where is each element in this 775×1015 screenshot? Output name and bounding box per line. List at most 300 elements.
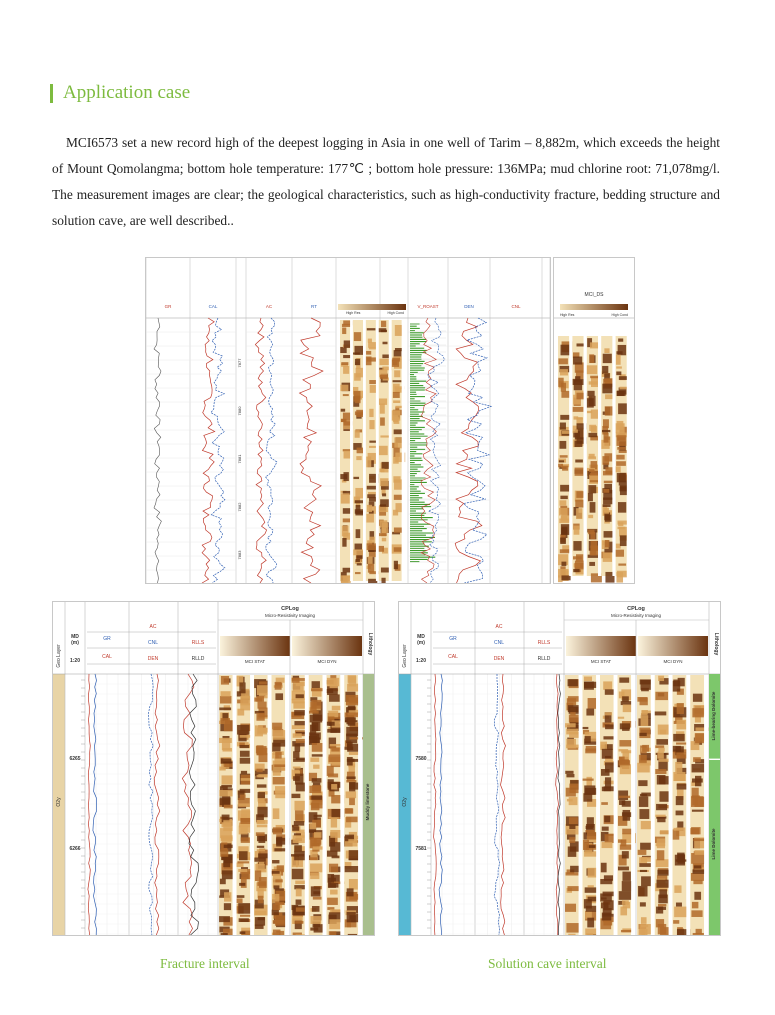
image-feature [573, 407, 584, 412]
image-feature [588, 885, 594, 887]
image-feature [327, 898, 338, 905]
curve-label-den: DEN [147, 656, 159, 662]
image-feature [584, 677, 592, 681]
image-feature [657, 850, 665, 860]
image-feature [369, 380, 377, 384]
image-feature [353, 549, 363, 555]
image-feature [239, 745, 249, 748]
image-gap [340, 675, 344, 935]
image-feature [275, 902, 284, 905]
image-feature [346, 817, 357, 823]
image-feature [379, 398, 387, 404]
image-feature [328, 711, 338, 718]
image-feature [656, 843, 666, 846]
image-gap [363, 320, 366, 581]
rt-curve [255, 318, 266, 583]
den-curve [421, 318, 437, 583]
image-feature [310, 758, 319, 762]
image-feature [561, 562, 566, 566]
image-feature [346, 776, 355, 779]
image-feature [345, 808, 353, 813]
image-feature [273, 827, 282, 834]
top-log-figure [145, 257, 551, 584]
image-feature [692, 810, 704, 812]
lithology-header: Lithology [367, 632, 373, 656]
image-feature [622, 872, 630, 881]
layer-code: O2y [402, 797, 408, 807]
image-feature [219, 738, 232, 743]
image-feature [639, 863, 651, 867]
section-title: Application case [63, 82, 191, 103]
image-feature [586, 777, 591, 786]
lithology-label-1: Lime Dolomite [711, 828, 716, 860]
cnl-curve [494, 674, 500, 935]
image-feature [347, 772, 355, 781]
depth-label-1: 7880 [237, 406, 242, 416]
image-scale-dyn [638, 636, 708, 656]
image-feature [221, 785, 232, 788]
image-feature [221, 759, 232, 764]
image-feature [589, 562, 595, 566]
image-feature [618, 522, 623, 526]
image-feature [673, 920, 679, 924]
image-feature [692, 708, 704, 717]
image-feature [585, 830, 594, 832]
image-feature [584, 899, 592, 908]
image-gap [614, 675, 618, 935]
image-feature [692, 764, 706, 772]
image-feature [642, 745, 649, 752]
top-strip-svg [554, 258, 634, 583]
image-feature [690, 828, 699, 834]
rxo-curve [266, 318, 277, 583]
curve-label-den: DEN [493, 656, 505, 662]
image-feature [600, 742, 607, 750]
image-feature [348, 706, 355, 711]
image-feature [618, 502, 626, 513]
image-feature [293, 733, 302, 737]
image-feature [380, 417, 385, 425]
image-gap [250, 675, 254, 935]
image-feature [559, 460, 564, 462]
image-feature [343, 472, 348, 481]
image-feature [380, 499, 390, 507]
image-feature [273, 730, 286, 740]
spectrum-track [410, 324, 446, 562]
image-feature [224, 845, 234, 848]
md-label-top: MD [417, 634, 425, 640]
image-feature [355, 359, 360, 365]
image-feature [349, 752, 359, 755]
image-feature [560, 549, 571, 553]
lithology-label-0: Muddy limestone [365, 783, 370, 821]
image-feature [605, 712, 612, 715]
image-feature [623, 810, 630, 821]
image-feature [239, 826, 248, 835]
image-gap [268, 675, 272, 935]
image-feature [588, 530, 594, 535]
image-feature [620, 907, 627, 916]
image-gap [598, 336, 601, 576]
caption-solution-cave: Solution cave interval [488, 956, 607, 971]
image-feature [380, 435, 389, 437]
image-feature [274, 885, 280, 889]
image-gap [569, 336, 572, 576]
image-feature [237, 861, 249, 863]
image-feature [618, 403, 628, 414]
image-feature [673, 829, 680, 839]
image-feature [296, 934, 305, 935]
image-feature [219, 790, 233, 796]
image-feature [566, 923, 579, 933]
image-feature [560, 485, 569, 492]
image-feature [291, 794, 300, 798]
image-feature [639, 857, 647, 863]
image-feature [366, 457, 371, 468]
image-feature [605, 515, 612, 522]
image-feature [237, 898, 243, 903]
image-feature [658, 904, 666, 906]
image-feature [311, 688, 323, 691]
image-feature [241, 771, 247, 774]
image-feature [655, 815, 665, 817]
image-feature [311, 795, 322, 799]
image-feature [331, 748, 339, 752]
image-feature [676, 903, 682, 907]
image-gap [323, 675, 327, 935]
image-feature [618, 345, 627, 355]
image-feature [347, 912, 356, 922]
depth-label-2: 7881 [237, 454, 242, 464]
image-feature [327, 678, 339, 687]
image-feature [622, 696, 629, 701]
image-feature [355, 544, 362, 551]
image-feature [655, 745, 664, 748]
image-feature [342, 538, 346, 547]
image-feature [587, 411, 592, 413]
image-feature [604, 481, 614, 483]
image-feature [691, 796, 703, 807]
image-gap [584, 336, 587, 576]
solution-cave-panel [398, 601, 721, 936]
track-label-0: GR [164, 304, 172, 309]
image-feature [603, 681, 612, 689]
image-gap [579, 675, 583, 935]
image-feature [255, 911, 267, 915]
image-feature [639, 809, 649, 819]
image-feature [591, 541, 598, 551]
image-feature [565, 723, 576, 727]
image-feature [655, 769, 666, 774]
image-feature [673, 746, 681, 752]
image-feature [341, 362, 348, 365]
image-gap [233, 675, 237, 935]
cal-curve [88, 674, 90, 935]
image-feature [659, 791, 669, 802]
image-feature [294, 845, 302, 851]
image-feature [656, 880, 670, 888]
image-feature [256, 769, 262, 773]
image-feature [327, 722, 335, 726]
image-gap [686, 675, 690, 935]
image-feature [603, 504, 611, 507]
top-image-scale [338, 304, 406, 310]
image-feature [240, 931, 246, 934]
image-feature [618, 790, 628, 800]
image-feature [313, 765, 319, 769]
image-feature [602, 366, 608, 374]
md-label-bottom: (m) [71, 640, 79, 646]
image-feature [329, 931, 337, 935]
image-feature [568, 846, 577, 856]
image-feature [256, 746, 267, 753]
image-feature [366, 351, 371, 355]
image-feature [603, 354, 612, 363]
image-feature [221, 718, 230, 724]
image-feature [394, 561, 398, 569]
image-feature [294, 851, 305, 860]
image-feature [354, 332, 361, 341]
image-feature [343, 518, 350, 522]
fracture-panel [52, 601, 375, 936]
image-feature [310, 916, 321, 924]
image-feature [638, 886, 648, 897]
image-feature [240, 751, 250, 757]
image-feature [331, 818, 337, 827]
image-feature [641, 710, 647, 714]
image-feature [238, 869, 247, 872]
image-feature [588, 515, 593, 518]
image-feature [394, 370, 400, 377]
image-feature [312, 754, 325, 756]
image-feature [223, 857, 230, 868]
image-feature [569, 837, 575, 843]
image-feature [561, 383, 566, 392]
image-feature [274, 848, 286, 851]
scale-label: 1:20 [415, 658, 427, 664]
image-feature [341, 409, 345, 412]
image-feature [658, 748, 664, 752]
image-gap [669, 675, 673, 935]
scale-label: 1:20 [69, 658, 81, 664]
image-feature [656, 804, 667, 810]
image-feature [602, 913, 612, 921]
image-feature [340, 385, 348, 391]
md-label-bottom: (m) [417, 640, 425, 646]
image-feature [622, 829, 632, 835]
image-feature [565, 904, 576, 912]
image-feature [656, 739, 668, 745]
image-feature [241, 809, 250, 819]
image-feature [272, 910, 279, 916]
image-feature [240, 915, 251, 917]
image-feature [604, 816, 610, 823]
image-feature [639, 924, 651, 934]
image-gap [376, 320, 379, 581]
panel-subtitle: Micro-Resistivity Imaging [610, 613, 662, 618]
image-feature [674, 885, 681, 893]
image-feature [676, 811, 684, 816]
image-feature [347, 757, 353, 766]
image-feature [294, 721, 305, 726]
image-feature [586, 933, 593, 935]
image-feature [345, 717, 356, 722]
image-feature [257, 849, 265, 851]
image-feature [658, 895, 667, 904]
image-feature [257, 807, 268, 817]
image-feature [356, 529, 361, 538]
image-feature [256, 696, 264, 702]
top-image-strip [553, 257, 635, 584]
image-feature [296, 694, 304, 698]
image-feature [585, 911, 592, 918]
image-feature [382, 538, 386, 542]
image-feature [639, 698, 647, 706]
track-label-7: DEN [464, 304, 474, 309]
image-feature [221, 691, 231, 696]
image-feature [574, 380, 582, 391]
image-feature [219, 916, 230, 922]
image-feature [257, 846, 264, 848]
track-label-3: RT [311, 304, 317, 309]
image-feature [658, 676, 664, 681]
image-feature [347, 888, 354, 896]
image-feature [355, 430, 360, 438]
image-feature [240, 789, 252, 793]
image-feature [355, 572, 361, 574]
image-feature [616, 550, 624, 557]
curve-label-cnl: CNL [147, 640, 159, 646]
image-feature [619, 376, 628, 380]
image-feature [220, 879, 226, 885]
image-feature [381, 568, 389, 573]
image-feature [292, 869, 304, 880]
image-feature [239, 883, 245, 886]
image-feature [660, 830, 669, 834]
image-feature [603, 736, 613, 739]
image-feature [357, 563, 362, 565]
image-feature [380, 520, 388, 527]
section-heading [50, 82, 190, 104]
image-feature [657, 751, 663, 758]
image-feature [273, 904, 280, 910]
image-feature [605, 540, 610, 547]
curve-label-cal: CAL [448, 654, 458, 660]
image-feature [673, 828, 682, 831]
image-feature [329, 864, 338, 873]
image-feature [621, 930, 632, 932]
image-feature [619, 527, 628, 536]
md-label-top: MD [71, 634, 79, 640]
image-feature [395, 348, 403, 351]
image-feature [617, 473, 626, 482]
image-feature [256, 820, 264, 824]
image-feature [367, 486, 377, 490]
image-feature [239, 682, 245, 693]
image-feature [355, 411, 365, 415]
image-feature [575, 468, 584, 476]
image-feature [272, 860, 279, 863]
image-feature [394, 547, 402, 551]
image-feature [272, 871, 280, 874]
image-feature [639, 733, 646, 736]
image-feature [394, 429, 403, 434]
image-feature [673, 681, 680, 692]
image-feature [575, 500, 583, 508]
image-feature [349, 797, 355, 805]
image-feature [673, 772, 685, 781]
image-feature [560, 369, 568, 375]
den-curve [501, 674, 506, 935]
image-scale-stat [566, 636, 636, 656]
strip-scale-right: High Cond [611, 313, 628, 317]
image-feature [603, 900, 615, 910]
image-feature [693, 838, 704, 841]
image-feature [295, 743, 301, 751]
image-feature [559, 441, 566, 449]
image-feature [575, 563, 585, 570]
image-feature [604, 508, 609, 514]
image-gap [631, 675, 635, 935]
image-feature [639, 796, 648, 807]
image-feature [224, 892, 231, 901]
image-feature [241, 818, 251, 822]
image-feature [258, 836, 265, 843]
image-feature [605, 777, 611, 788]
image-feature [601, 863, 607, 873]
cnl-curve [149, 674, 154, 935]
geo-layer-label: Geo Layer [402, 644, 408, 668]
image-feature [590, 476, 599, 481]
image-feature [367, 505, 372, 512]
depth-label-3: 7882 [237, 502, 242, 512]
image-feature [328, 874, 335, 883]
curve-label-cal: CAL [102, 654, 112, 660]
image-feature [238, 903, 251, 914]
image-feature [238, 803, 250, 806]
image-feature [590, 342, 599, 348]
image-feature [602, 827, 609, 831]
image-feature [618, 564, 626, 566]
image-dyn [291, 675, 363, 935]
image-feature [395, 325, 402, 336]
image-feature [641, 688, 649, 691]
image-feature [655, 692, 668, 700]
image-feature [622, 851, 629, 858]
image-feature [588, 485, 596, 493]
image-feature [295, 921, 303, 924]
image-gap [285, 675, 289, 935]
image-feature [660, 730, 666, 735]
image-feature [380, 403, 385, 413]
track-label-1: CAL [208, 304, 218, 309]
image-feature [562, 466, 568, 471]
track-label-2: AC [265, 304, 273, 309]
depth-label-0: 6265 [69, 756, 81, 762]
top-log-svg [146, 258, 550, 583]
image-feature [311, 803, 322, 808]
image-feature [588, 433, 597, 437]
image-feature [601, 802, 608, 805]
image-feature [616, 423, 625, 433]
image-gap [627, 336, 630, 576]
image-feature [588, 698, 596, 709]
image-feature [619, 760, 630, 765]
image-feature [366, 514, 374, 523]
image-feature [393, 380, 402, 382]
image-gap [704, 675, 708, 935]
image-feature [585, 788, 597, 795]
